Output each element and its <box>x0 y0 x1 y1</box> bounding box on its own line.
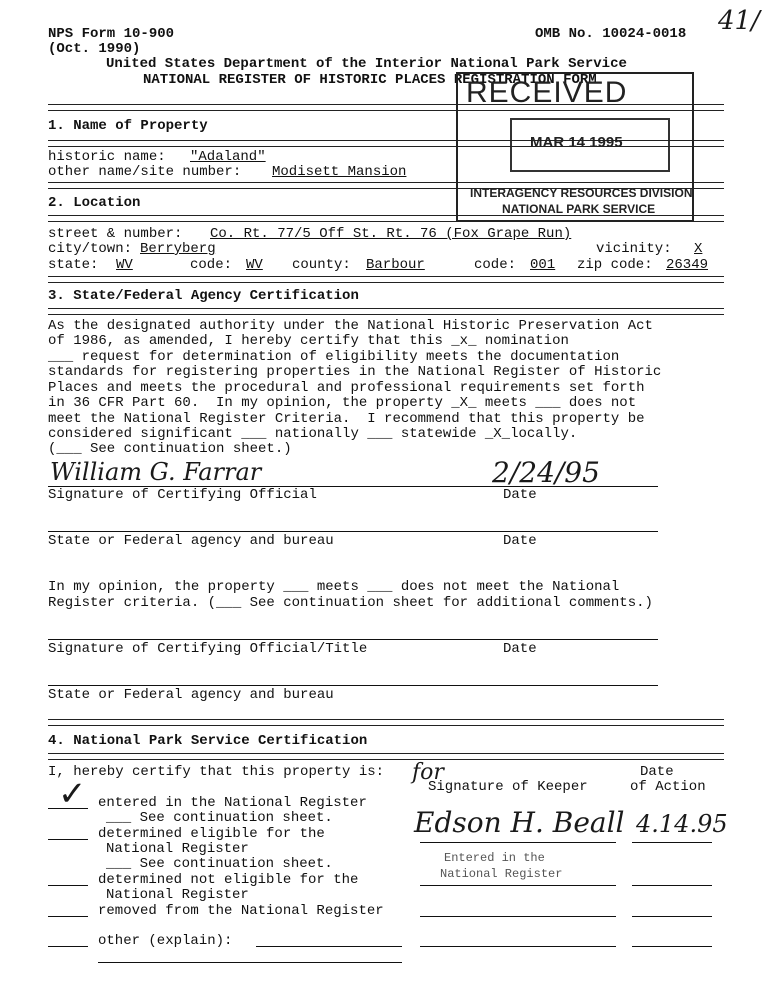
continuation-sheet: ___ See continuation sheet. <box>106 856 333 872</box>
section-divider <box>48 719 724 726</box>
state-code-label: code: <box>190 257 233 273</box>
agency-title: United States Department of the Interior National Park Service <box>106 56 627 72</box>
action-date-line <box>632 916 712 917</box>
certification-line: standards for registering properties in the National Register of Historic <box>48 364 662 380</box>
vicinity-label: vicinity: <box>596 241 672 257</box>
stamp-service: NATIONAL PARK SERVICE <box>502 202 656 216</box>
action-date-line <box>632 842 712 843</box>
county-label: county: <box>292 257 351 273</box>
section-divider <box>48 104 724 111</box>
section-divider <box>48 753 724 760</box>
section-3-heading: 3. State/Federal Agency Certification <box>48 288 359 304</box>
street-label: street & number: <box>48 226 183 242</box>
section-4-heading: 4. National Park Service Certification <box>48 733 368 749</box>
certifying-date-handwritten: 2/24/95 <box>492 456 600 489</box>
status-determined-not-eligible: determined not eligible for the <box>98 872 359 888</box>
certification-line: meet the National Register Criteria. I recommend that this property be <box>48 411 645 427</box>
certification-line: ___ request for determination of eligibility meets the documentation <box>48 349 620 365</box>
section-divider <box>48 215 724 222</box>
other-explain-line <box>98 962 402 963</box>
other-name-value: Modisett Mansion <box>272 164 407 180</box>
other-name-label: other name/site number: <box>48 164 242 180</box>
keeper-signature-line <box>420 885 616 886</box>
continuation-sheet: ___ See continuation sheet. <box>106 810 333 826</box>
form-number: NPS Form 10-900 <box>48 26 175 42</box>
zip-value: 26349 <box>666 257 709 273</box>
certification-line: considered significant ___ nationally ___ statewide _X_locally. <box>48 426 578 442</box>
certification-line: Places and meets the procedural and professional requirements set forth <box>48 380 645 396</box>
keeper-initials: for <box>412 760 444 785</box>
certification-line: (___ See continuation sheet.) <box>48 441 292 457</box>
agency-label: State or Federal agency and bureau <box>48 687 334 703</box>
certification-line: of 1986, as amended, I hereby certify that this _x_ nomination <box>48 333 569 349</box>
received-date: MAR 14 1995 <box>530 134 623 151</box>
other-explain-line <box>256 946 402 947</box>
agency-label: State or Federal agency and bureau <box>48 533 334 549</box>
signature-label: Signature of Certifying Official <box>48 487 317 503</box>
checkbox-line <box>48 946 88 947</box>
form-title: NATIONAL REGISTER OF HISTORIC PLACES REGISTRATION FORM <box>143 72 597 88</box>
county-value: Barbour <box>366 257 425 273</box>
status-determined-not-eligible: National Register <box>106 887 249 903</box>
city-label: city/town: <box>48 241 133 257</box>
checkbox-line <box>48 916 88 917</box>
status-determined-eligible: determined eligible for the <box>98 826 325 842</box>
section-divider <box>48 140 724 147</box>
zip-label: zip code: <box>577 257 653 273</box>
keeper-signature-line <box>420 946 616 947</box>
date-of-action-label: Date <box>640 764 674 780</box>
state-value: WV <box>116 257 133 273</box>
keeper-intro: I, hereby certify that this property is: <box>48 764 385 780</box>
signature-line <box>48 531 658 532</box>
signature-line <box>48 685 658 686</box>
action-date: 4.14.95 <box>636 810 728 838</box>
signature-of-keeper-label: Signature of Keeper <box>428 779 588 795</box>
status-removed: removed from the National Register <box>98 903 384 919</box>
section-2-heading: 2. Location <box>48 195 141 211</box>
opinion-line: Register criteria. (___ See continuation sheet for additional comments.) <box>48 595 653 611</box>
checkbox-line <box>48 839 88 840</box>
city-value: Berryberg <box>140 241 216 257</box>
certification-line: As the designated authority under the National Historic Preservation Act <box>48 318 653 334</box>
handwritten-page-number: 41/ <box>718 6 760 36</box>
checkbox-line <box>48 885 88 886</box>
status-entered: entered in the National Register <box>98 795 367 811</box>
vicinity-value: X <box>694 241 703 257</box>
entered-stamp: National Register <box>440 867 563 881</box>
omb-number: OMB No. 10024-0018 <box>535 26 687 42</box>
county-code-value: 001 <box>530 257 556 273</box>
action-date-line <box>632 946 712 947</box>
date-label: Date <box>503 487 537 503</box>
keeper-signature-line <box>420 916 616 917</box>
received-stamp-text: RECEIVED <box>466 76 628 109</box>
status-other: other (explain): <box>98 933 233 949</box>
section-divider <box>48 276 724 283</box>
action-date-line <box>632 885 712 886</box>
section-divider <box>48 182 724 189</box>
status-determined-eligible: National Register <box>106 841 249 857</box>
check-mark-icon: ✓ <box>58 774 87 814</box>
checkbox-line <box>48 808 88 809</box>
county-code-label: code: <box>474 257 517 273</box>
street-value: Co. Rt. 77/5 Off St. Rt. 76 (Fox Grape Run) <box>210 226 572 242</box>
keeper-signature-line <box>420 842 616 843</box>
state-label: state: <box>48 257 99 273</box>
entered-stamp: Entered in the <box>444 851 545 865</box>
state-code-value: WV <box>246 257 263 273</box>
date-of-action-label: of Action <box>630 779 706 795</box>
section-1-heading: 1. Name of Property <box>48 118 208 134</box>
certification-line: in 36 CFR Part 60. In my opinion, the property _X_ meets ___ does not <box>48 395 637 411</box>
signature-line <box>48 639 658 640</box>
historic-name-label: historic name: <box>48 149 166 165</box>
signature-title-label: Signature of Certifying Official/Title <box>48 641 368 657</box>
agency-date-label: Date <box>503 533 537 549</box>
section-divider <box>48 308 724 315</box>
date-label: Date <box>503 641 537 657</box>
stamp-division: INTERAGENCY RESOURCES DIVISION <box>470 186 693 200</box>
keeper-signature: Edson H. Beall <box>414 806 625 839</box>
opinion-line: In my opinion, the property ___ meets ___ does not meet the National <box>48 579 620 595</box>
historic-name-value: "Adaland" <box>190 149 266 165</box>
form-date: (Oct. 1990) <box>48 41 141 57</box>
certifying-signature: William G. Farrar <box>50 458 262 486</box>
